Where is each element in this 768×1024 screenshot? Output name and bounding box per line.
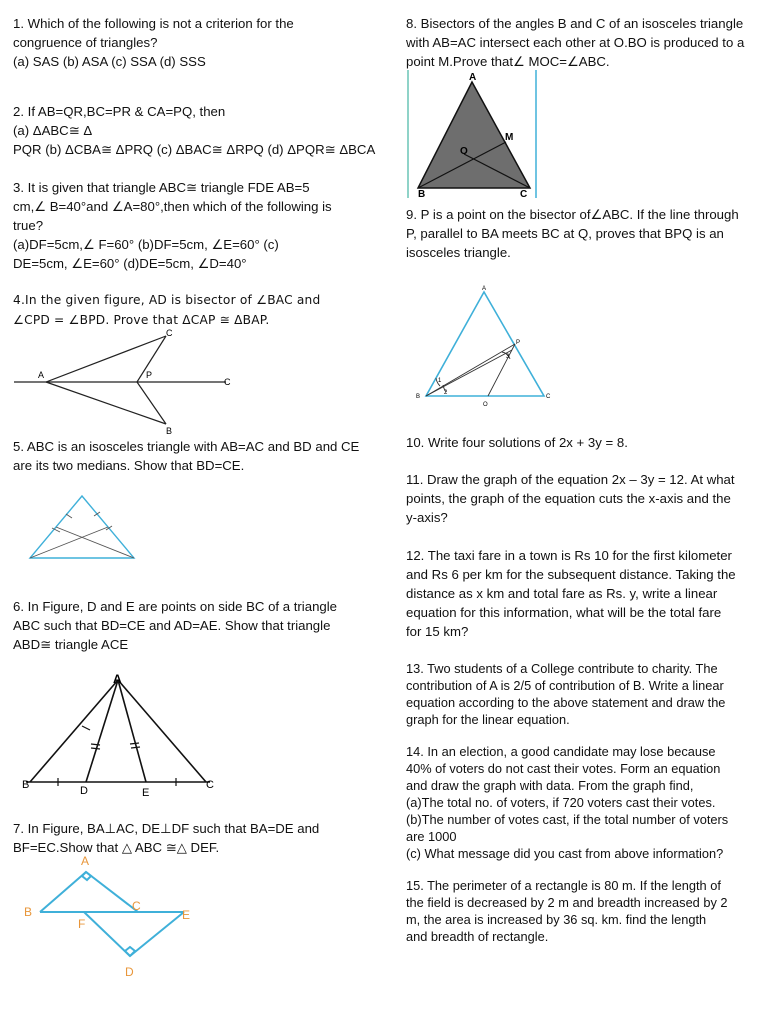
- label-c: C: [546, 394, 551, 400]
- question-9: [406, 205, 739, 262]
- label-a: A: [469, 72, 477, 83]
- question-3-line: 3. It is given that triangle ABC≅ triangle FDE AB=5: [13, 180, 310, 195]
- question-13-line: graph for the linear equation.: [406, 712, 570, 727]
- label-f: F: [78, 917, 86, 931]
- question-14-line: and draw the graph with data. From the graph find,: [406, 778, 694, 793]
- question-14-line: 14. In an election, a good candidate may lose because: [406, 744, 716, 759]
- question-8-line: with AB=AC intersect each other at O.BO is produced to a: [406, 35, 745, 50]
- question-9-line: isosceles triangle.: [406, 245, 511, 260]
- question-1-line: 1. Which of the following is not a criterion for the: [13, 16, 294, 31]
- question-5-line: 5. ABC is an isosceles triangle with AB=AC and BD and CE: [13, 439, 360, 454]
- question-4: [13, 290, 320, 330]
- median-bd: [30, 527, 108, 558]
- segment-fd: [84, 912, 130, 956]
- question-2-line: (a) ΔABC≅ Δ: [13, 123, 93, 138]
- question-8: [406, 14, 744, 71]
- question-9-figure: [410, 282, 570, 412]
- segment-ad: [86, 680, 118, 782]
- question-5-figure: [22, 490, 142, 560]
- side-ab: [30, 680, 118, 782]
- question-6-line: 6. In Figure, D and E are points on side BC of a triangle: [13, 599, 338, 614]
- question-6-figure: [20, 668, 240, 798]
- label-b: B: [418, 189, 426, 200]
- question-13-line: equation according to the above statement and draw the: [406, 695, 726, 710]
- label-a: A: [38, 370, 45, 380]
- question-3-line: DE=5cm, ∠E=60° (d)DE=5cm, ∠D=40°: [13, 256, 247, 271]
- question-15-line: 15. The perimeter of a rectangle is 80 m. If the length of: [406, 878, 721, 893]
- label-b: B: [22, 779, 30, 791]
- segment-de: [130, 912, 184, 956]
- label-c: C: [132, 899, 141, 913]
- label-m: M: [505, 132, 514, 143]
- question-10: [406, 433, 628, 452]
- question-1-line: (a) SAS (b) ASA (c) SSA (d) SSS: [13, 54, 206, 69]
- question-2-line: PQR (b) ΔCBA≅ ΔPRQ (c) ΔBAC≅ ΔRPQ (d) ΔPQR≅ ΔBCA: [13, 142, 376, 157]
- question-1-line: congruence of triangles?: [13, 35, 158, 50]
- question-11: [406, 470, 735, 527]
- question-14-line: are 1000: [406, 829, 457, 844]
- question-12: [406, 546, 736, 641]
- label-e: E: [142, 787, 150, 799]
- question-8-figure: [406, 70, 546, 200]
- label-c: C: [206, 779, 214, 791]
- question-8-line: point M.Prove that∠ MOC=∠ABC.: [406, 54, 610, 69]
- label-b: B: [166, 426, 173, 436]
- question-7-line: BF=EC.Show that △ ABC ≅△ DEF.: [13, 840, 220, 855]
- triangle-abc: [30, 496, 134, 558]
- question-2-line: 2. If AB=QR,BC=PR & CA=PQ, then: [13, 104, 226, 119]
- line-ab: [46, 382, 166, 424]
- label-d: D: [80, 785, 88, 797]
- question-3-line: true?: [13, 218, 44, 233]
- question-15-line: the field is decreased by 2 m and breadth increased by 2: [406, 895, 728, 910]
- label-d: C: [224, 377, 231, 387]
- question-13: [406, 660, 725, 728]
- segment-ba: [40, 872, 86, 912]
- question-1: [13, 14, 294, 71]
- question-12-line: 12. The taxi fare in a town is Rs 10 for the first kilometer: [406, 548, 732, 563]
- question-6-line: ABD≅ triangle ACE: [13, 637, 129, 652]
- label-b: B: [24, 905, 33, 919]
- question-4-figure: [0, 326, 384, 436]
- question-3-line: cm,∠ B=40°and ∠A=80°,then which of the following is: [13, 199, 332, 214]
- question-10-line: 10. Write four solutions of 2x + 3y = 8.: [406, 435, 628, 450]
- question-3-line: (a)DF=5cm,∠ F=60° (b)DF=5cm, ∠E=60° (c): [13, 237, 279, 252]
- question-6-line: ABC such that BD=CE and AD=AE. Show that triangle: [13, 618, 331, 633]
- question-3: [13, 178, 332, 273]
- label-p: P: [516, 340, 521, 346]
- question-4-line: ∠CPD = ∠BPD. Prove that ΔCAP ≅ ΔBAP.: [13, 313, 270, 327]
- right-angle-d: [125, 947, 135, 956]
- question-13-line: 13. Two students of a College contribute to charity. The: [406, 661, 718, 676]
- question-12-line: and Rs 6 per km for the subsequent distance. Taking the: [406, 567, 736, 582]
- question-15-line: and breadth of rectangle.: [406, 929, 549, 944]
- label-angle-2: 2: [444, 390, 448, 396]
- tick-mark: [82, 726, 90, 730]
- label-c: C: [520, 189, 528, 200]
- label-b: B: [416, 394, 421, 400]
- question-7-figure: [14, 852, 214, 982]
- question-15: [406, 877, 728, 945]
- label-o: O: [483, 402, 488, 408]
- question-14: [406, 743, 728, 862]
- question-14-line: (c) What message did you cast from above information?: [406, 846, 724, 861]
- label-a: A: [81, 854, 90, 868]
- label-p: P: [146, 370, 153, 380]
- question-11-line: 11. Draw the graph of the equation 2x – 3y = 12. At what: [406, 472, 735, 487]
- question-2: [13, 102, 375, 159]
- tick-mark: [130, 743, 139, 744]
- question-7-line: 7. In Figure, BA⊥AC, DE⊥DF such that BA=DE and: [13, 821, 320, 836]
- question-8-line: 8. Bisectors of the angles B and C of an isosceles triangle: [406, 16, 744, 31]
- question-14-line: (b)The number of votes cast, if the total number of voters: [406, 812, 729, 827]
- question-14-line: 40% of voters do not cast their votes. Form an equation: [406, 761, 721, 776]
- label-a: A: [482, 286, 487, 292]
- question-4-line: 4.In the given figure, AD is bisector of ∠BAC and: [13, 293, 321, 307]
- triangle-abc: [426, 292, 544, 396]
- question-5: [13, 437, 359, 475]
- tick-mark: [131, 747, 140, 748]
- question-6: [13, 597, 337, 654]
- question-12-line: distance as x km and total fare as Rs. y, write a linear: [406, 586, 718, 601]
- label-angle-1: 1: [438, 378, 442, 384]
- tick-mark: [66, 514, 72, 518]
- question-9-line: P, parallel to BA meets BC at Q, proves that BPQ is an: [406, 226, 724, 241]
- label-angle-3: 3: [506, 354, 510, 360]
- question-15-line: m, the area is increased by 36 sq. km. find the length: [406, 912, 707, 927]
- question-5-line: are its two medians. Show that BD=CE.: [13, 458, 245, 473]
- tick-mark: [91, 748, 100, 749]
- label-o: O: [460, 146, 468, 157]
- question-12-line: equation for this information, what will be the total fare: [406, 605, 722, 620]
- label-c: C: [166, 328, 173, 338]
- line-pb: [137, 382, 166, 424]
- label-a: A: [113, 672, 122, 686]
- question-9-line: 9. P is a point on the bisector of∠ABC. If the line through: [406, 207, 739, 222]
- question-14-line: (a)The total no. of voters, if 720 voters cast their votes.: [406, 795, 716, 810]
- label-d: D: [125, 965, 134, 979]
- question-13-line: contribution of A is 2/5 of contribution of B. Write a linear: [406, 678, 724, 693]
- question-11-line: y-axis?: [406, 510, 448, 525]
- label-e: E: [182, 908, 191, 922]
- question-11-line: points, the graph of the equation cuts the x-axis and the: [406, 491, 731, 506]
- segment-ac: [86, 872, 138, 912]
- median-ce: [56, 527, 134, 558]
- question-12-line: for 15 km?: [406, 624, 469, 639]
